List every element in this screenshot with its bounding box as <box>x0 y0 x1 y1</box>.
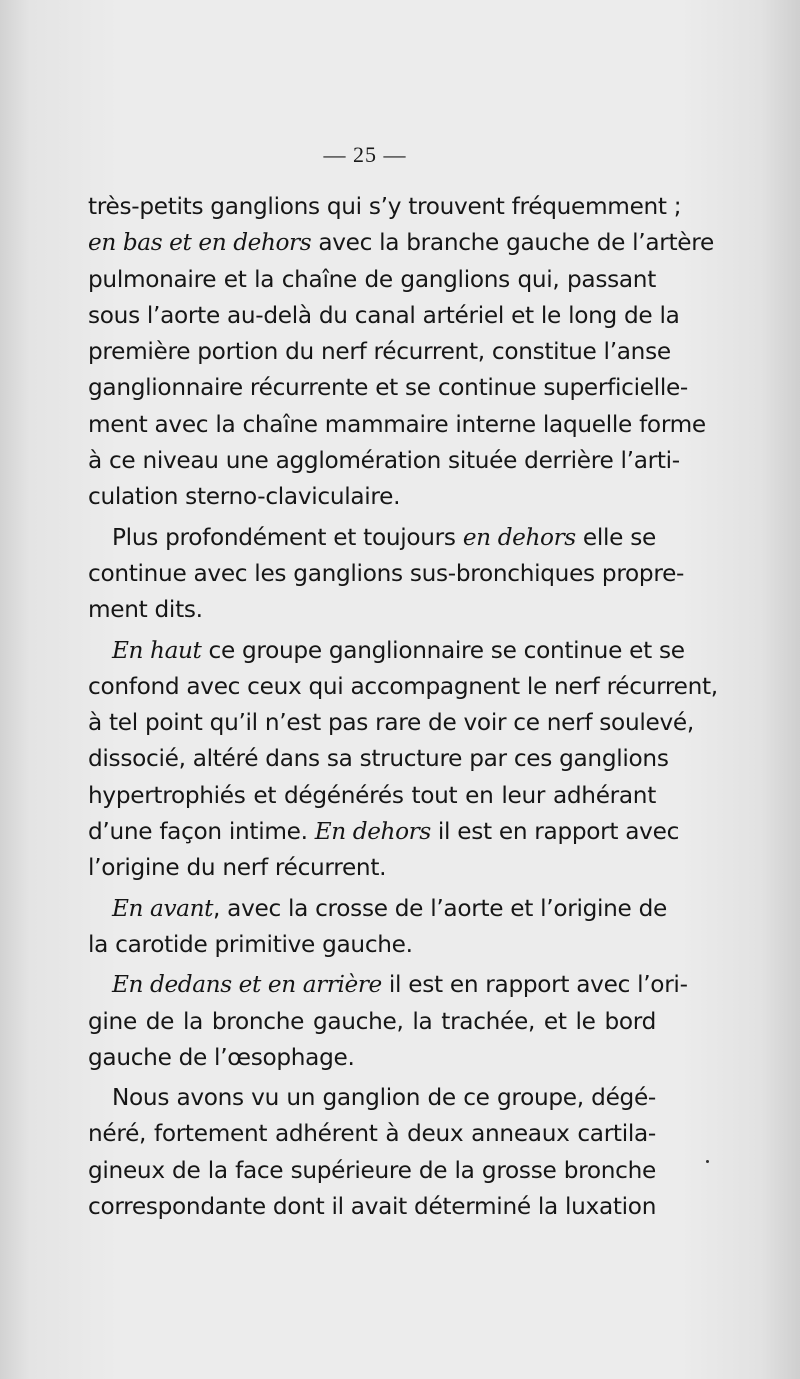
italic-phrase: en dehors <box>462 523 576 551</box>
text-line: ganglionnaire récurrente et se continue superficielle- <box>88 374 689 402</box>
text-line: néré, fortement adhérent à deux anneaux cartila- <box>88 1120 656 1148</box>
text-line: en bas et en dehors avec la branche gauche de l’artère <box>88 229 714 257</box>
text-line: d’une façon intime. En dehors il est en rapport avec <box>88 818 680 846</box>
text-line: à tel point qu’il n’est pas rare de voir ce nerf soulevé, <box>88 709 694 737</box>
text-line: En dedans et en arrière il est en rapport avec l’ori- <box>112 971 688 999</box>
text-line: confond avec ceux qui accompagnent le nerf récurrent, <box>88 672 718 700</box>
text-line: gineux de la face supérieure de la grosse bronche <box>88 1156 656 1184</box>
text-line: Nous avons vu un ganglion de ce groupe, dégé- <box>112 1084 656 1112</box>
body-text <box>88 189 718 1225</box>
text-line: dissocié, altéré dans sa structure par ces ganglions <box>88 745 669 773</box>
italic-phrase: En dedans et en arrière <box>112 971 382 999</box>
text-line: continue avec les ganglions sus-bronchiques propre- <box>88 559 685 587</box>
text-line: En avant, avec la crosse de l’aorte et l’origine de <box>112 894 667 922</box>
text-line: ment avec la chaîne mammaire interne laquelle forme <box>88 410 706 438</box>
italic-phrase: En dehors <box>314 818 431 846</box>
text-line: pulmonaire et la chaîne de ganglions qui, passant <box>88 265 656 293</box>
page-number: — 25 — <box>323 142 407 167</box>
italic-phrase: En haut <box>112 636 202 664</box>
text-line: Plus profondément et toujours en dehors elle se <box>112 523 656 551</box>
text-line: culation sterno-claviculaire. <box>88 483 401 511</box>
text-line: gine de la bronche gauche, la trachée, et le bord <box>88 1007 656 1035</box>
text-line: très-petits ganglions qui s’y trouvent fréquemment ; <box>88 193 682 220</box>
paper-speck <box>706 1160 709 1163</box>
text-line: gauche de l’œsophage. <box>88 1043 355 1071</box>
text-line: la carotide primitive gauche. <box>88 930 413 958</box>
text-line: ment dits. <box>88 596 203 624</box>
text-line: sous l’aorte au-delà du canal artériel et le long de la <box>88 301 680 329</box>
text-line: à ce niveau une agglomération située derrière l’arti- <box>88 447 680 475</box>
italic-phrase: en bas et en dehors <box>88 229 312 257</box>
text-line: l’origine du nerf récurrent. <box>88 854 387 882</box>
text-line: hypertrophiés et dégénérés tout en leur adhérant <box>88 781 656 809</box>
text-line: première portion du nerf récurrent, constitue l’anse <box>88 338 671 366</box>
italic-phrase: En avant <box>112 894 214 922</box>
text-line: En haut ce groupe ganglionnaire se continue et se <box>112 636 685 664</box>
text-line: correspondante dont il avait déterminé la luxation <box>88 1193 657 1221</box>
